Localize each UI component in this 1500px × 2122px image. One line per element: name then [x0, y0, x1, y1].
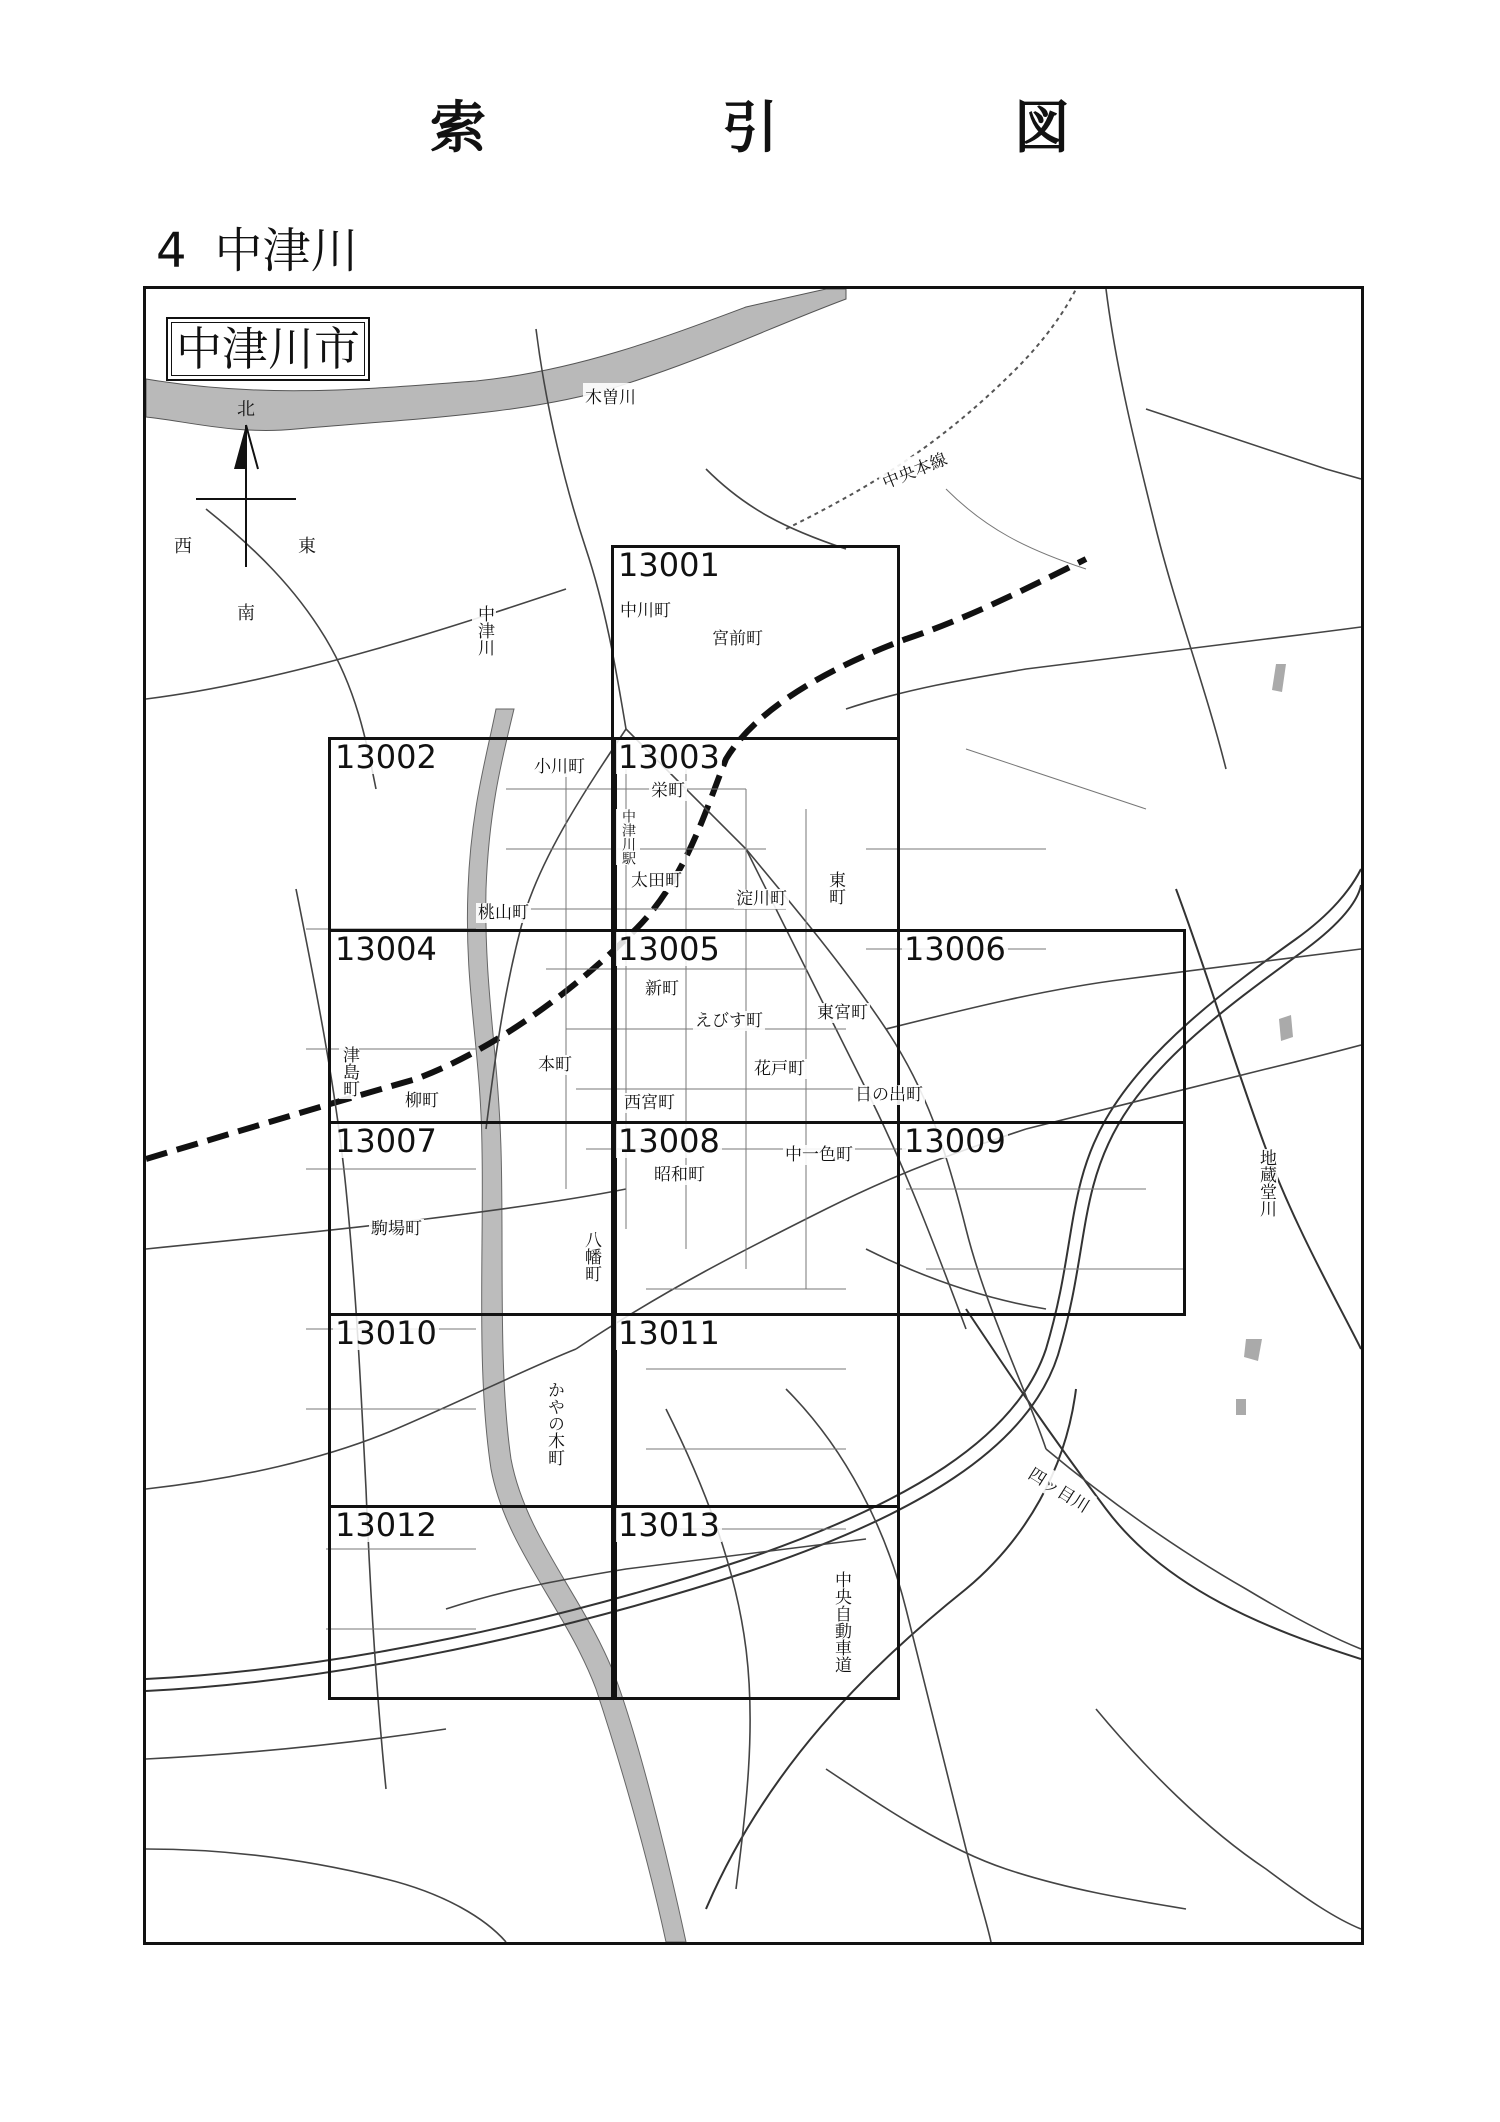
town-higashimiya: 東宮町 — [817, 1003, 868, 1023]
tile-label-13005: 13005 — [618, 930, 720, 968]
tile-label-13004: 13004 — [335, 930, 437, 968]
label-chuo-line: 中央本線 — [876, 444, 952, 494]
town-sakae: 栄町 — [651, 781, 685, 801]
town-hanado: 花戸町 — [754, 1059, 805, 1079]
town-hon: 本町 — [538, 1055, 572, 1075]
town-ota: 太田町 — [631, 871, 682, 891]
tile-label-13007: 13007 — [335, 1122, 437, 1160]
compass-south: 南 — [237, 603, 255, 624]
town-higashi: 東町 — [825, 871, 845, 905]
town-yodogawa: 淀川町 — [736, 889, 787, 909]
tile-label-13012: 13012 — [335, 1506, 437, 1544]
tile-label-13002: 13002 — [335, 738, 437, 776]
label-expressway: 中央自動車道 — [831, 1571, 851, 1673]
section-heading — [156, 212, 359, 281]
town-nishimiya: 西宮町 — [624, 1093, 675, 1113]
index-map[interactable] — [143, 286, 1364, 1945]
town-nakaishiki: 中一色町 — [785, 1145, 853, 1165]
compass-north: 北 — [237, 399, 255, 420]
town-yanagi: 柳町 — [405, 1091, 439, 1111]
pond-3 — [1244, 1339, 1262, 1361]
label-kiso-river: 木曽川 — [583, 383, 638, 408]
town-shin: 新町 — [645, 979, 679, 999]
dotted-line — [786, 289, 1076, 529]
tile-label-13008: 13008 — [618, 1122, 720, 1160]
label-jizodo-river: 地蔵堂川 — [1256, 1149, 1276, 1217]
town-hinode: 日の出町 — [855, 1085, 923, 1105]
section-number: 4 — [156, 223, 187, 279]
tile-label-13006: 13006 — [904, 930, 1006, 968]
town-komaba: 駒場町 — [371, 1219, 422, 1239]
compass-west: 西 — [174, 536, 192, 557]
town-showa: 昭和町 — [654, 1165, 705, 1185]
town-kayanoki: かやの木町 — [544, 1381, 564, 1466]
pond-4 — [1236, 1399, 1246, 1415]
section-name: 中津川 — [214, 223, 359, 279]
yotsume-river-line — [966, 1309, 1361, 1659]
label-nakatsugawa-station: 中津川駅 — [616, 809, 640, 865]
compass-east: 東 — [298, 536, 316, 557]
city-label: 中津川市 — [166, 317, 370, 381]
label-nakatsu-river: 中津川 — [474, 605, 494, 656]
tile-label-13001: 13001 — [618, 546, 720, 584]
label-yotsume-river: 四ッ目川 — [1023, 1459, 1097, 1518]
tile-label-13013: 13013 — [618, 1506, 720, 1544]
tile-label-13003: 13003 — [618, 738, 720, 776]
tile-label-13010: 13010 — [335, 1314, 437, 1352]
tile-label-13009: 13009 — [904, 1122, 1006, 1160]
town-ebisu: えびす町 — [695, 1011, 763, 1031]
town-tsushima: 津島町 — [339, 1046, 359, 1097]
page-title: 索 引 図 — [430, 96, 1160, 161]
tile-label-13011: 13011 — [618, 1314, 720, 1352]
town-hachiman: 八幡町 — [581, 1231, 601, 1282]
pond-1 — [1272, 664, 1286, 692]
town-miyamae: 宮前町 — [712, 629, 763, 649]
pond-2 — [1279, 1015, 1293, 1041]
town-momoyama: 桃山町 — [478, 903, 529, 923]
town-nakagawa: 中川町 — [620, 601, 671, 621]
town-ogawa: 小川町 — [534, 757, 585, 777]
